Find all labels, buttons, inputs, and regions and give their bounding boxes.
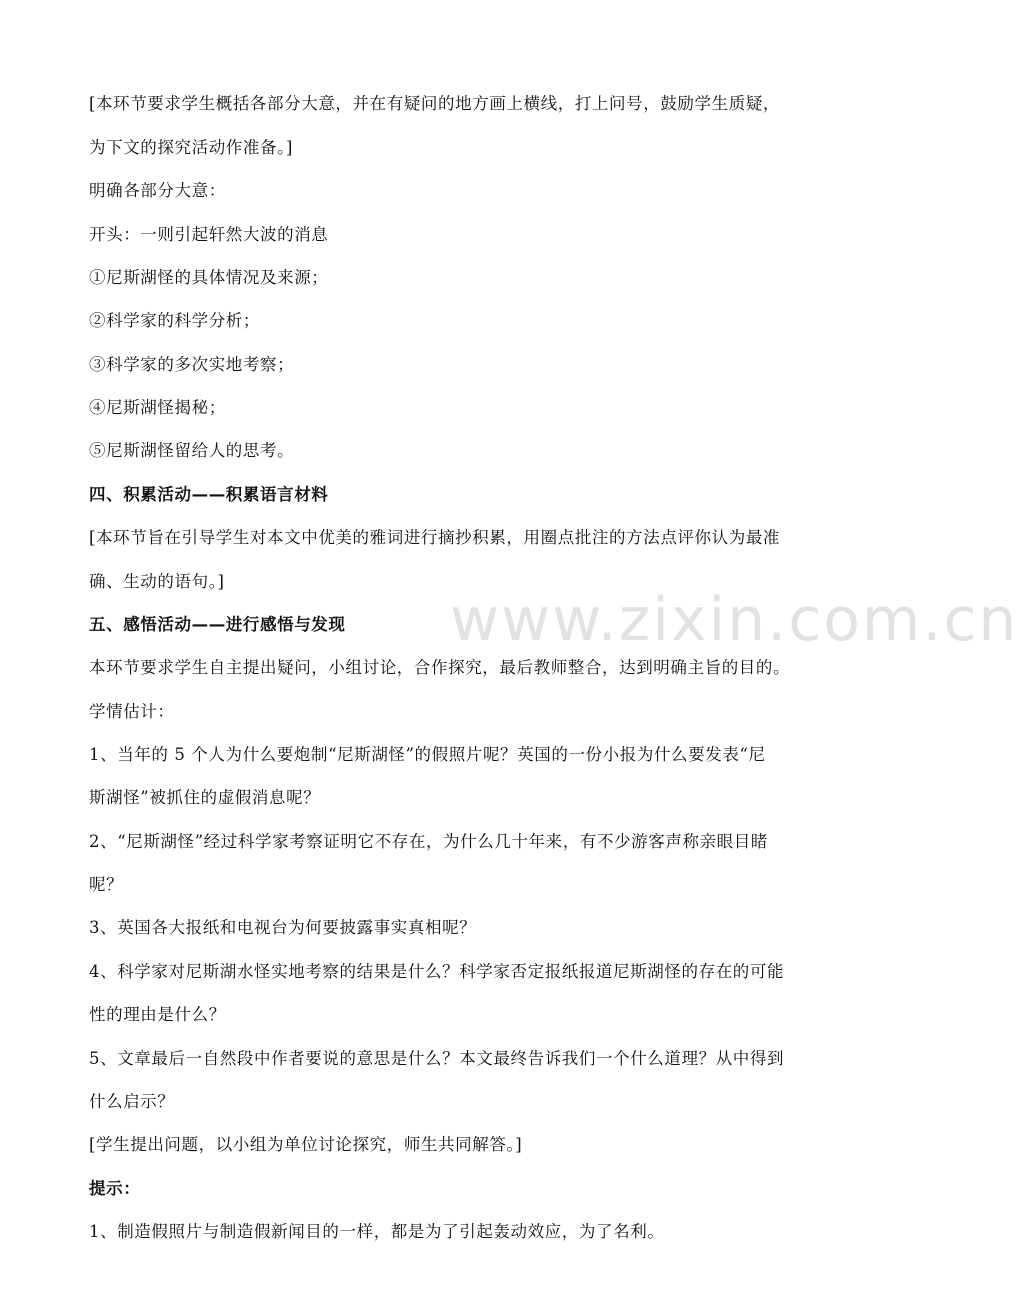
- question-item: 1、当年的 5 个人为什么要炮制“尼斯湖怪”的假照片呢？英国的一份小报为什么要发表“尼: [89, 745, 766, 764]
- paragraph-line: 确、生动的语句。]: [89, 572, 225, 591]
- paragraph-line: 本环节要求学生自主提出疑问，小组讨论，合作探究，最后教师整合，达到明确主旨的目的。: [89, 658, 791, 677]
- paragraph-line: 明确各部分大意：: [89, 181, 226, 200]
- section-heading: 五、感悟活动——进行感悟与发现: [89, 615, 346, 634]
- list-item: ⑤尼斯湖怪留给人的思考。: [89, 441, 295, 460]
- question-item: 5、文章最后一自然段中作者要说的意思是什么？本文最终告诉我们一个什么道理？从中得到: [89, 1049, 785, 1068]
- question-item: 呢？: [89, 875, 124, 894]
- paragraph-line: 开头：一则引起轩然大波的消息: [89, 225, 329, 244]
- list-item: ③科学家的多次实地考察；: [89, 355, 295, 374]
- question-item: 斯湖怪”被抓住的虚假消息呢？: [89, 788, 321, 807]
- hint-item: 1、制造假照片与制造假新闻目的一样，都是为了引起轰动效应，为了名利。: [89, 1222, 665, 1241]
- paragraph-line: [本环节要求学生概括各部分大意，并在有疑问的地方画上横线，打上问号，鼓励学生质疑，: [89, 94, 781, 113]
- section-heading: 四、积累活动——积累语言材料: [89, 485, 329, 504]
- question-item: 4、科学家对尼斯湖水怪实地考察的结果是什么？科学家否定报纸报道尼斯湖怪的存在的可能: [89, 962, 785, 981]
- paragraph-line: 学情估计：: [89, 702, 175, 721]
- question-item: 性的理由是什么？: [89, 1005, 226, 1024]
- hint-heading: 提示：: [89, 1179, 141, 1198]
- list-item: ②科学家的科学分析；: [89, 311, 260, 330]
- question-item: 3、英国各大报纸和电视台为何要披露事实真相呢？: [89, 918, 477, 937]
- list-item: ④尼斯湖怪揭秘；: [89, 398, 226, 417]
- paragraph-line: 为下文的探究活动作准备。]: [89, 138, 293, 157]
- question-item: 2、“尼斯湖怪”经过科学家考察证明它不存在，为什么几十年来，有不少游客声称亲眼目睹: [89, 832, 768, 851]
- paragraph-line: [本环节旨在引导学生对本文中优美的雅词进行摘抄积累，用圈点批注的方法点评你认为最准: [89, 528, 781, 547]
- paragraph-line: [学生提出问题，以小组为单位讨论探究，师生共同解答。]: [89, 1135, 523, 1154]
- question-item: 什么启示？: [89, 1092, 175, 1111]
- watermark: www.zixin.com.cn: [450, 585, 1018, 655]
- list-item: ①尼斯湖怪的具体情况及来源；: [89, 268, 329, 287]
